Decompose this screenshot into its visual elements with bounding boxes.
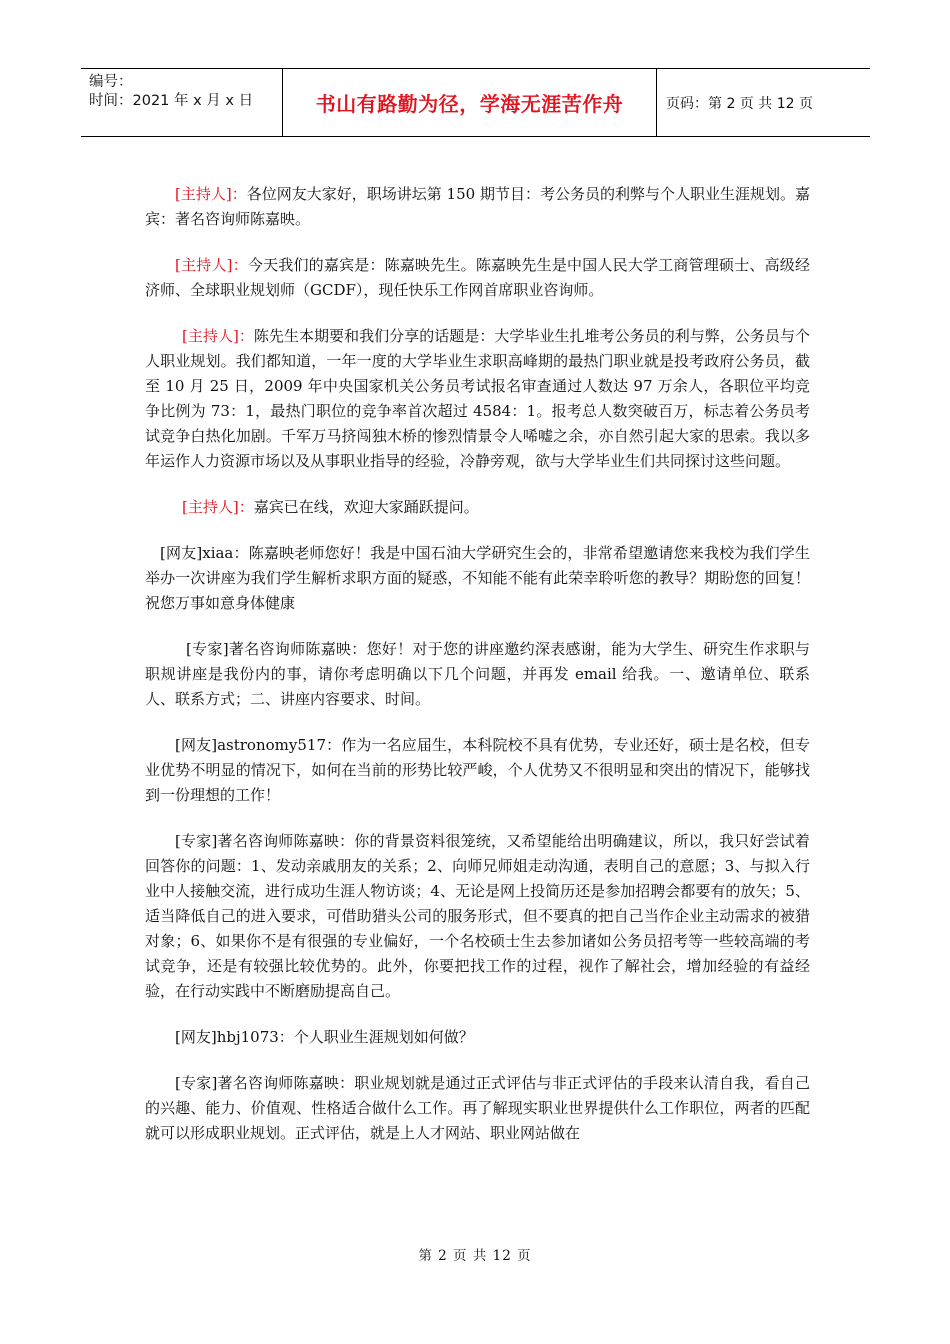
speaker-tag: [主持人]： <box>182 327 254 345</box>
paragraph-4 <box>145 495 810 520</box>
paragraph-9 <box>145 1025 810 1050</box>
paragraph-text: astronomy517：作为一名应届生，本科院校不具有优势，专业还好，硕士是名校，但专业优势不明显的情况下，如何在当前的形势比较严峻，个人优势又不很明显和突出的情况下，能够找到一份理想的工作！ <box>145 736 810 804</box>
speaker-tag: [主持人]： <box>175 185 247 203</box>
header-meta <box>81 69 283 136</box>
speaker-tag: [网友] <box>160 544 203 562</box>
speaker-tag: [主持人]： <box>175 256 248 274</box>
number-label: 编号： <box>89 74 133 90</box>
paragraph-10 <box>145 1071 810 1146</box>
document-body <box>145 182 810 1167</box>
paragraph-text: 著名咨询师陈嘉映：职业规划就是通过正式评估与非正式评估的手段来认清自我，看自己的兴趣、能力、价值观、性格适合做什么工作。再了解现实职业世界提供什么工作职位，两者的匹配就可以形成职业规划。正式评估，就是上人才网站、职业网站做在 <box>145 1074 810 1142</box>
paragraph-text: 著名咨询师陈嘉映：你的背景资料很笼统，又希望能给出明确建议，所以，我只好尝试着回答你的问题：1、发动亲戚朋友的关系；2、向师兄师姐走动沟通，表明自己的意愿；3、与拟入行业中人接触交流，进行成功生涯人物访谈；4、无论是网上投简历还是参加招聘会都要有的放矢；5、适当降低自己的进入要求，可借助猎头公司的服务形式，但不要真的把自己当作企业主动需求的被猎对象；6、如果你不是有很强的专业偏好，一个名校硕士生去参加诸如公务员招考等一些较高端的考试竞争，还是有较强比较优势的。此外，你要把找工作的过程，视作了解社会，增加经验的有益经验，在行动实践中不断磨励提高自己。 <box>145 832 810 1000</box>
paragraph-text: 今天我们的嘉宾是：陈嘉映先生。陈嘉映先生是中国人民大学工商管理硕士、高级经济师、全球职业规划师（GCDF），现任快乐工作网首席职业咨询师。 <box>145 256 810 299</box>
paragraph-text: 陈先生本期要和我们分享的话题是：大学毕业生扎堆考公务员的利与弊，公务员与个人职业规划。我们都知道，一年一度的大学毕业生求职高峰期的最热门职业就是投考政府公务员，截至 10 月 25 日，2009 年中央国家机关公务员考试报名审查通过人数达 97 万余人，各职位平均竞争比例为 73：1，最热门职位的竞争率首次超过 4584：1。报考总人数突破百万，标志着公务员考试竞争白热化加剧。千军万马挤闯独木桥的惨烈情景令人唏嘘之余，亦自然引起大家的思索。我以多年运作人力资源市场以及从事职业指导的经验，冷静旁观，欲与大学毕业生们共同探讨这些问题。 <box>145 327 810 470</box>
paragraph-7 <box>145 733 810 808</box>
paragraph-text: xiaa：陈嘉映老师您好！我是中国石油大学研究生会的，非常希望邀请您来我校为我们学生举办一次讲座为我们学生解析求职方面的疑惑，不知能不能有此荣幸聆听您的教导？期盼您的回复！祝您万事如意身体健康 <box>145 544 810 612</box>
paragraph-text: hbj1073：个人职业生涯规划如何做？ <box>216 1028 474 1046</box>
speaker-tag: [网友] <box>175 1028 217 1046</box>
page-label: 页码：第 2 页 共 12 页 <box>666 95 813 112</box>
motto: 书山有路勤为径，学海无涯苦作舟 <box>315 92 624 116</box>
paragraph-text: 各位网友大家好，职场讲坛第 150 期节目：考公务员的利弊与个人职业生涯规划。嘉宾：著名咨询师陈嘉映。 <box>145 185 810 228</box>
header-page-cell <box>657 69 870 136</box>
speaker-tag: [专家] <box>175 832 218 850</box>
speaker-tag: [专家] <box>186 640 229 658</box>
paragraph-6 <box>145 637 810 712</box>
paragraph-3 <box>145 324 810 474</box>
paragraph-text: 著名咨询师陈嘉映：您好！对于您的讲座邀约深表感谢，能为大学生、研究生作求职与职规讲座是我份内的事，请你考虑明确以下几个问题，并再发 email 给我。一、邀请单位、联系人、联系方式；二、讲座内容要求、时间。 <box>145 640 810 708</box>
paragraph-5 <box>145 541 810 616</box>
page-header <box>81 68 870 137</box>
paragraph-1 <box>145 182 810 232</box>
speaker-tag: [专家] <box>175 1074 218 1092</box>
speaker-tag: [主持人]： <box>182 498 254 516</box>
speaker-tag: [网友] <box>175 736 218 754</box>
page-footer <box>0 1244 950 1264</box>
footer-page-number: 第 2 页 共 12 页 <box>418 1248 532 1264</box>
paragraph-8 <box>145 829 810 1004</box>
time-label: 时间：2021 年 x 月 x 日 <box>89 93 254 109</box>
paragraph-2 <box>145 253 810 303</box>
header-motto-cell <box>283 69 657 136</box>
paragraph-text: 嘉宾已在线，欢迎大家踊跃提问。 <box>253 498 479 516</box>
